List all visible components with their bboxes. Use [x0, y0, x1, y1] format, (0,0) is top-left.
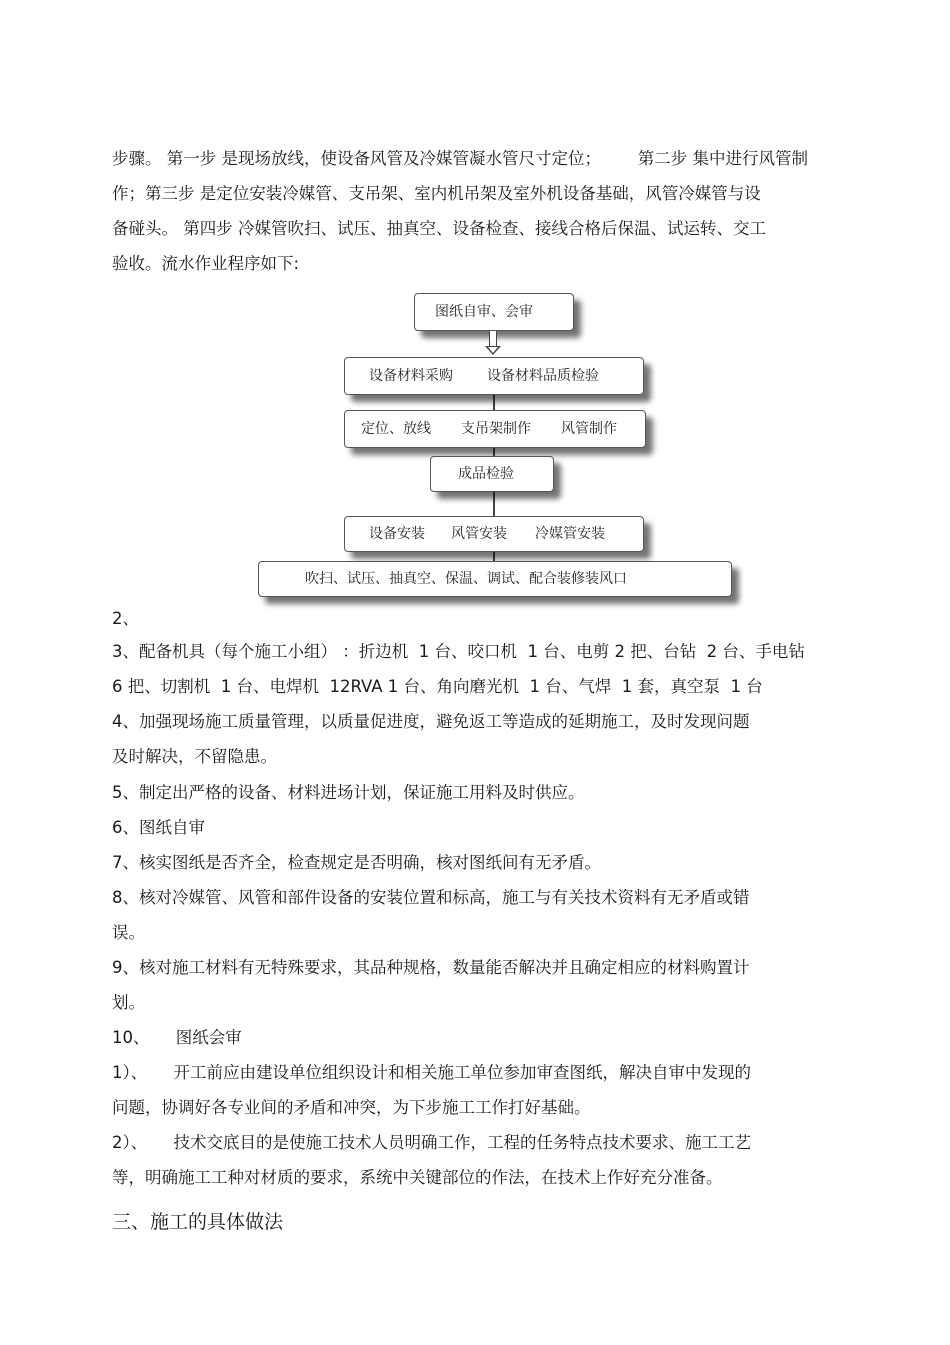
sub-item-1-line-2: 问题，协调好各专业间的矛盾和冲突，为下步施工工作打好基础。	[112, 1098, 591, 1117]
flow-text-duct-install: 风管安装	[451, 526, 507, 542]
sub-item-1-line-1: 1）、 开工前应由建设单位组织设计和相关施工单位参加审查图纸，解决自审中发现的	[112, 1063, 751, 1082]
sub-item-2-line-2: 等，明确施工工种对材质的要求，系统中关键部位的作法，在技术上作好充分准备。	[112, 1168, 723, 1187]
item-4-line-1: 4、加强现场施工质量管理，以质量促进度，避免返工等造成的延期施工，及时发现问题	[112, 712, 750, 731]
item-8-line-1: 8、核对冷媒管、风管和部件设备的安装位置和标高，施工与有关技术资料有无矛盾或错	[112, 888, 750, 907]
intro-line-4: 验收。流水作业程序如下:	[112, 254, 300, 273]
flow-text-quality-inspection: 设备材料品质检验	[487, 368, 599, 384]
flow-arrow-down-icon	[485, 346, 501, 355]
flow-box-product-inspection	[430, 456, 554, 492]
flow-text-drawing-review: 图纸自审、会审	[435, 304, 533, 320]
item-4-line-2: 及时解决，不留隐患。	[112, 747, 277, 766]
flow-text-procurement: 设备材料采购	[369, 368, 453, 384]
intro-line-1: 步骤。 第一步 是现场放线，使设备风管及冷媒管凝水管尺寸定位； 第二步 集中进行风管制	[112, 149, 808, 168]
section-heading: 三、施工的具体做法	[112, 1211, 284, 1233]
intro-line-3: 备碰头。 第四步 冷媒管吹扫、试压、抽真空、设备检查、接线合格后保温、试运转、交工	[112, 219, 766, 238]
item-3-line-2: 6 把、切割机 1 台、电焊机 12RVA 1 台、角向磨光机 1 台、气焊 1 套，真空泵 1 台	[112, 677, 763, 696]
item-3-line-1: 3、配备机具（每个施工小组） ：折边机 1 台、咬口机 1 台、电剪 2 把、台钻 2 台、手电钻	[112, 642, 805, 661]
flow-box-installation	[344, 516, 644, 552]
item-7: 7、核实图纸是否齐全，检查规定是否明确，核对图纸间有无矛盾。	[112, 853, 601, 872]
item-2: 2、	[112, 609, 139, 628]
flow-text-commissioning: 吹扫、试压、抽真空、保温、调试、配合装修装风口	[305, 571, 627, 587]
flow-box-fabrication	[344, 410, 646, 448]
item-8-line-2: 误。	[112, 923, 145, 942]
flow-text-duct-fabrication: 风管制作	[561, 421, 617, 437]
item-10: 10、 图纸会审	[112, 1028, 242, 1047]
item-6: 6、图纸自审	[112, 818, 205, 837]
flow-box-drawing-review	[414, 293, 574, 331]
flow-text-equipment-install: 设备安装	[369, 526, 425, 542]
item-9-line-2: 划。	[112, 993, 145, 1012]
item-9-line-1: 9、核对施工材料有无特殊要求，其品种规格，数量能否解决并且确定相应的材料购置计	[112, 958, 750, 977]
flow-text-refrigerant-install: 冷媒管安装	[535, 526, 605, 542]
flow-arrow-shaft-1	[489, 331, 497, 346]
flow-text-support-fabrication: 支吊架制作	[461, 421, 531, 437]
intro-line-2: 作；第三步 是定位安装冷媒管、支吊架、室内机吊架及室外机设备基础，风管冷媒管与设	[112, 184, 761, 203]
item-5: 5、制定出严格的设备、材料进场计划，保证施工用料及时供应。	[112, 783, 585, 802]
flow-text-positioning: 定位、放线	[361, 421, 431, 437]
flow-text-product-inspection: 成品检验	[458, 466, 514, 482]
flow-box-commissioning	[258, 561, 732, 597]
sub-item-2-line-1: 2）、 技术交底目的是使施工技术人员明确工作，工程的任务特点技术要求、施工工艺	[112, 1133, 751, 1152]
flow-box-procurement	[344, 357, 644, 395]
